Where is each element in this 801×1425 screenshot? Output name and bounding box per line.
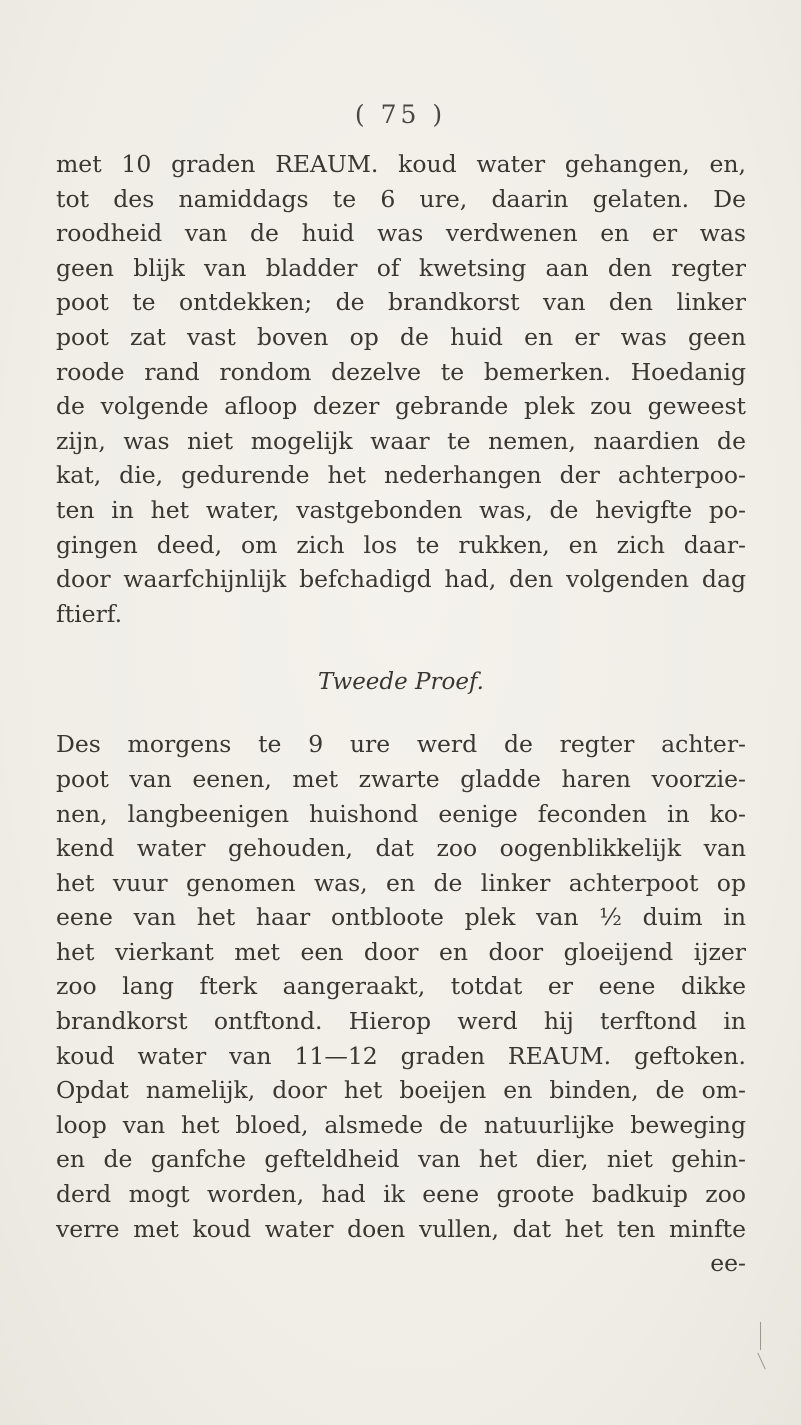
text-line: derd mogt worden, had ik eene groote badkuip zoo	[56, 1180, 746, 1209]
text-line: de volgende afloop dezer gebrande plek zou geweest	[56, 392, 746, 421]
text-line: het vuur genomen was, en de linker achterpoot op	[56, 868, 746, 897]
text-line: door waarfchijnlijk befchadigd had, den volgenden dag	[56, 565, 746, 594]
text-line: met 10 graden REAUM. koud water gehangen, en,	[56, 150, 746, 178]
text-line: roode rand rondom dezelve te bemerken. Hoedanig	[56, 357, 746, 386]
margin-stroke	[760, 1322, 761, 1350]
text-line: loop van het bloed, alsmede de natuurlijke beweging	[56, 1110, 746, 1139]
text-line: Opdat namelijk, door het boeijen en binden, de om-	[56, 1076, 746, 1105]
text-line: en de ganfche gefteldheid van het dier, niet gehin-	[56, 1145, 746, 1174]
text-line: roodheid van de huid was verdwenen en er was	[56, 219, 746, 248]
text-line: geen blijk van bladder of kwetsing aan den regter	[56, 253, 746, 282]
catchword: ee-	[710, 1249, 746, 1278]
text-line: het vierkant met een door en door gloeijend ijzer	[56, 937, 746, 966]
text-line: brandkorst ontftond. Hierop werd hij terftond in	[56, 1007, 746, 1036]
margin-stroke	[757, 1353, 766, 1370]
text-line: zijn, was niet mogelijk waar te nemen, naardien de	[56, 426, 746, 455]
text-line: nen, langbeenigen huishond eenige feconden in ko-	[56, 799, 746, 828]
text-line: kend water gehouden, dat zoo oogenblikkelijk van	[56, 834, 746, 863]
page-number: ( 75 )	[354, 100, 447, 129]
text-line: eene van het haar ontbloote plek van ½ duim in	[56, 903, 746, 932]
text-line: koud water van 11—12 graden REAUM. geftoken.	[56, 1041, 746, 1070]
text-line: ftierf.	[56, 599, 123, 628]
paragraph-2	[56, 727, 746, 1246]
section-heading: Tweede Proef.	[317, 669, 484, 696]
text-line: kat, die, gedurende het nederhangen der achterpoo-	[56, 461, 746, 490]
text-line: Des morgens te 9 ure werd de regter achter-	[56, 730, 746, 759]
text-line: zoo lang fterk aangeraakt, totdat er eene dikke	[56, 972, 746, 1001]
text-line: tot des namiddags te 6 ure, daarin gelaten. De	[56, 184, 746, 213]
paragraph-1	[56, 147, 746, 631]
text-line: poot te ontdekken; de brandkorst van den linker	[56, 288, 746, 317]
text-line: poot zat vast boven op de huid en er was geen	[56, 322, 746, 351]
text-line: poot van eenen, met zwarte gladde haren voorzie-	[56, 764, 746, 793]
text-line: verre met koud water doen vullen, dat het ten minfte	[56, 1214, 746, 1243]
text-line: ten in het water, vastgebonden was, de hevigfte po-	[56, 495, 746, 524]
text-block	[56, 147, 746, 1281]
text-line: gingen deed, om zich los te rukken, en zich daar-	[56, 530, 746, 559]
